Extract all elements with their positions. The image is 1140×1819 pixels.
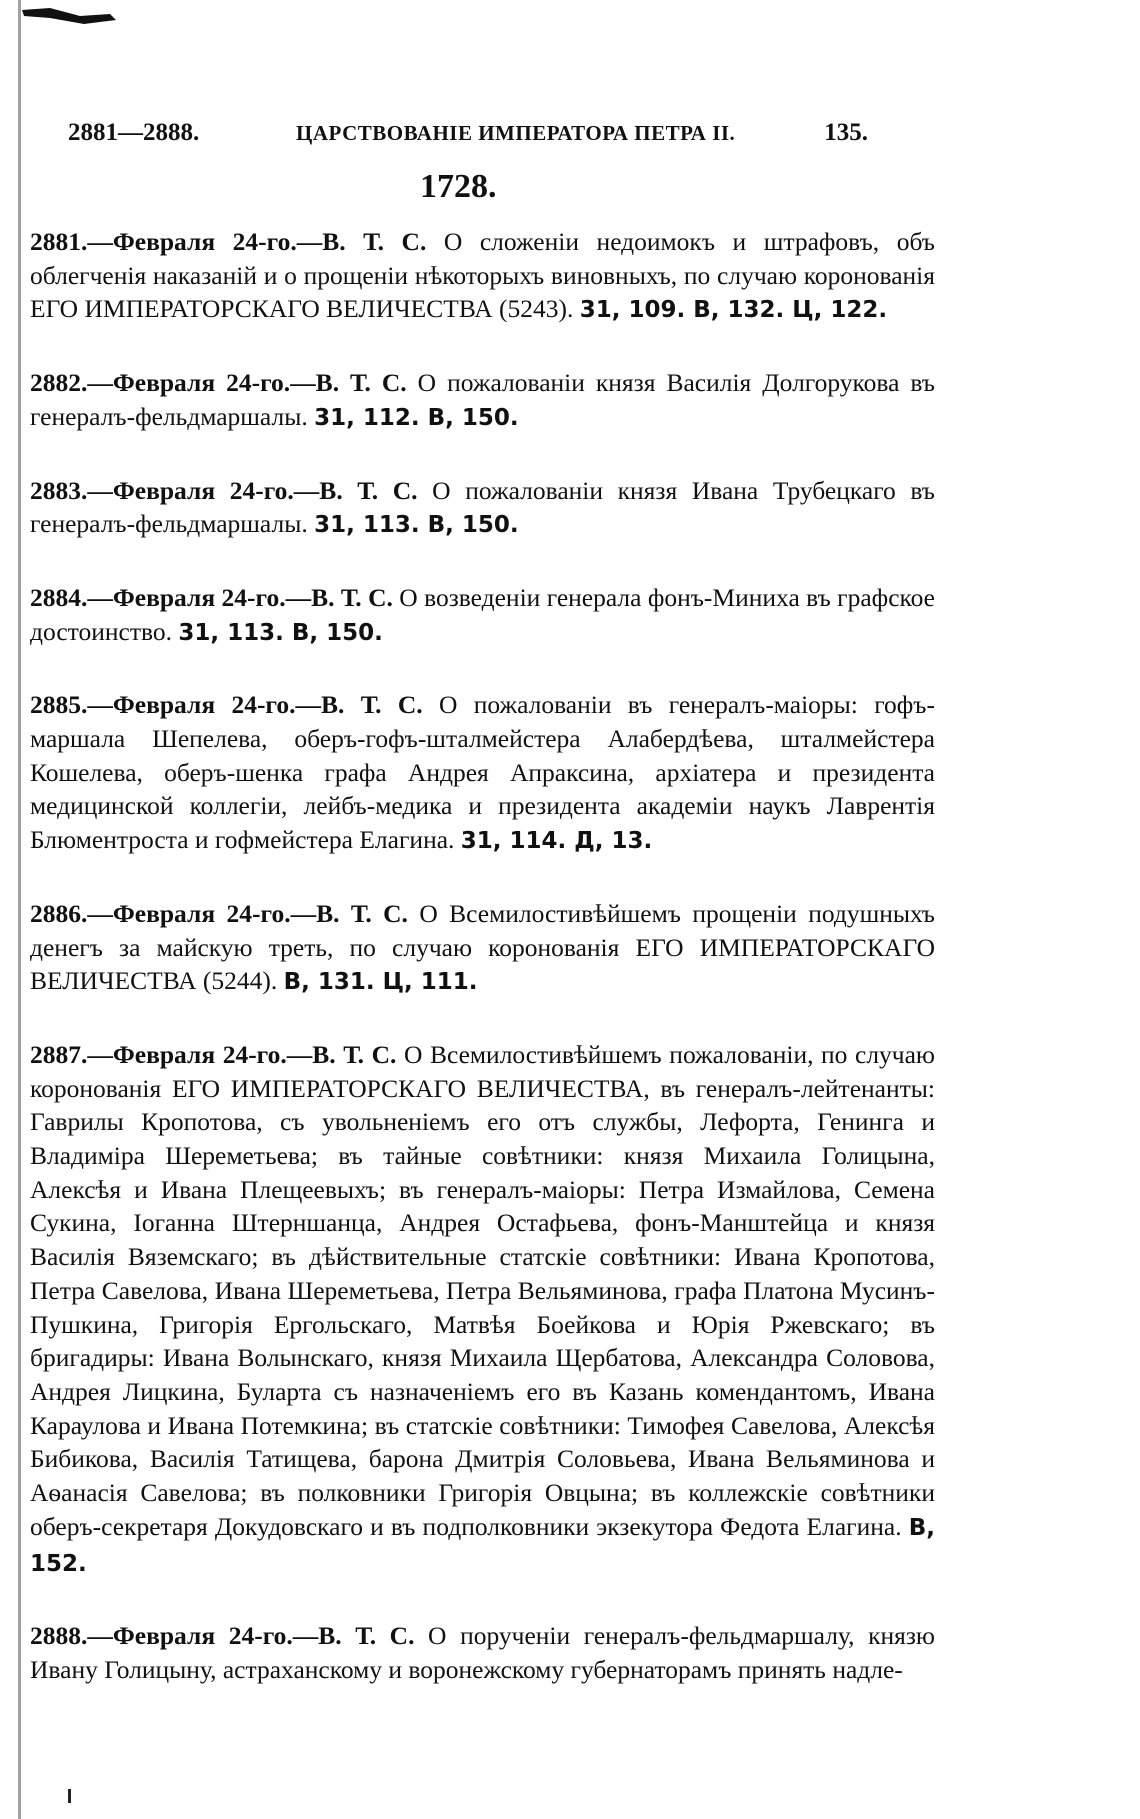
law-entry [30,225,935,328]
entry-number: 2888. [30,1621,88,1651]
entry-text: О сложеніи недоимокъ и штрафовъ, объ облегченія наказаній и о прощеніи нѣкоторыхъ виновныхъ, по случаю коронованія ЕГО ИМПЕРАТОРСКАГО ВЕЛИЧЕСТВА (5243). [30,227,935,324]
entry-number: 2886. [30,898,88,928]
running-head [68,113,878,153]
entry-text: О пожалованіи князя Василія Долгорукова въ генералъ-фельдмаршалы. [30,368,935,431]
entry-number: 2884. [30,582,88,612]
law-entry [30,897,935,1000]
entry-date: —Февраля 24-го.—В. Т. С. [87,1039,397,1069]
corner-ink-mark [20,4,120,26]
law-entry [30,1619,935,1686]
entry-number: 2882. [30,368,88,398]
entry-number: 2887. [30,1039,88,1069]
entry-text: О пожалованіи князя Ивана Трубецкаго въ генералъ-фельдмаршалы. [30,475,935,539]
entry-date: —Февраля 24-го.—В. Т. С. [87,475,418,505]
entry-date: —Февраля 24-го.—В. Т. С. [87,898,408,928]
law-entry [30,1038,935,1581]
entry-references: В, 131. Ц, 111. [283,969,478,996]
entry-references: 31, 112. В, 150. [314,404,519,431]
year-heading: 1728. [420,168,497,205]
entry-references: 31, 114. Д, 13. [460,828,653,855]
ink-speck [68,1789,71,1803]
entry-text: О Всемилостивѣйшемъ прощеніи подушныхъ денегъ за майскую треть, по случаю коронованія ЕГО ИМПЕРАТОРСКАГО ВЕЛИЧЕСТВА (5244). [30,898,935,996]
entry-references: В, 152. [30,1514,935,1577]
entry-text: О возведеніи генерала фонъ-Миниха въ графское достоинство. [30,582,935,646]
entry-text: О пожалованіи въ генералъ-маіоры: гофъ-маршала Шепелева, оберъ-гофъ-шталмейстера Алабердѣева, шталмейстера Кошелева, оберъ-шенка графа Андрея Апраксина, архіатера и президента медицинской коллегіи, лейбъ-медика и президента академіи наукъ Лаврентія Блюментроста и гофмейстера Елагина. [30,690,935,855]
entry-date: —Февраля 24-го.—В. Т. С. [87,227,427,256]
page-left-edge [18,0,21,1819]
entry-range: 2881—2888. [68,119,200,146]
law-entry [30,688,935,859]
entry-text: О Всемилостивѣйшемъ пожалованіи, по случаю коронованія ЕГО ИМПЕРАТОРСКАГО ВЕЛИЧЕСТВА, въ генералъ-лейтенанты: Гаврилы Кропотова, съ увольненіемъ его отъ службы, Лефорта, Генинга и Владиміра Шереметьева; въ тайные совѣтники: князя Михаила Голицына, Алексѣя и Ивана Плещеевыхъ; въ генералъ-маіоры: Петра Измайлова, Семена Сукина, Іоганна Штерншанца, Андрея Остафьева, фонъ-Манштейца и князя Василія Вяземскаго; въ дѣйствительные статскіе совѣтники: Ивана Кропотова, Петра Савелова, Ивана Шереметьева, Петра Вельяминова, графа Платона Мусинъ-Пушкина, Григорія Ергольскаго, Матвѣя Боейкова и Юрія Ржевскаго; въ бригадиры: Ивана Волынскаго, князя Михаила Щербатова, Александра Соловова, Андрея Лицкина, Буларта съ назначеніемъ его въ Казань комендантомъ, Ивана Караулова и Ивана Потемкина; въ статскіе совѣтники: Тимофея Савелова, Алексѣя Бибикова, Василія Татищева, барона Дмитрія Соловьева, Ивана Вельяминова и Аѳанасія Савелова; въ полковники Григорія Овцына; въ коллежскіе совѣтники оберъ-секретаря Докудовскаго и въ подполковники экзекутора Федота Елагина. [30,1039,935,1541]
entry-references: 31, 109. В, 132. Ц, 122. [579,297,888,324]
entry-date: —Февраля 24-го.—В. Т. С. [87,1621,415,1651]
entry-date: —Февраля 24-го.—В. Т. С. [87,368,407,398]
entry-date: —Февраля 24-го.—В. Т. С. [87,582,393,612]
reign-title: ЦАРСТВОВАНІЕ ИМПЕРАТОРА ПЕТРА II. [296,121,736,145]
entry-number: 2881. [30,227,88,256]
entry-text: О порученіи генералъ-фельдмаршалу, князю Ивану Голицыну, астраханскому и воронежскому губернаторамъ принять надле- [30,1621,935,1684]
entry-references: 31, 113. В, 150. [178,619,383,646]
entry-date: —Февраля 24-го.—В. Т. С. [87,690,423,720]
entry-number: 2885. [30,690,88,720]
law-entry [30,581,935,650]
entry-references: 31, 113. В, 150. [314,512,519,539]
entry-number: 2883. [30,475,88,505]
page-number: 135. [824,119,868,146]
law-entry [30,366,935,435]
law-entry [30,474,935,543]
entries-list [30,225,935,1687]
